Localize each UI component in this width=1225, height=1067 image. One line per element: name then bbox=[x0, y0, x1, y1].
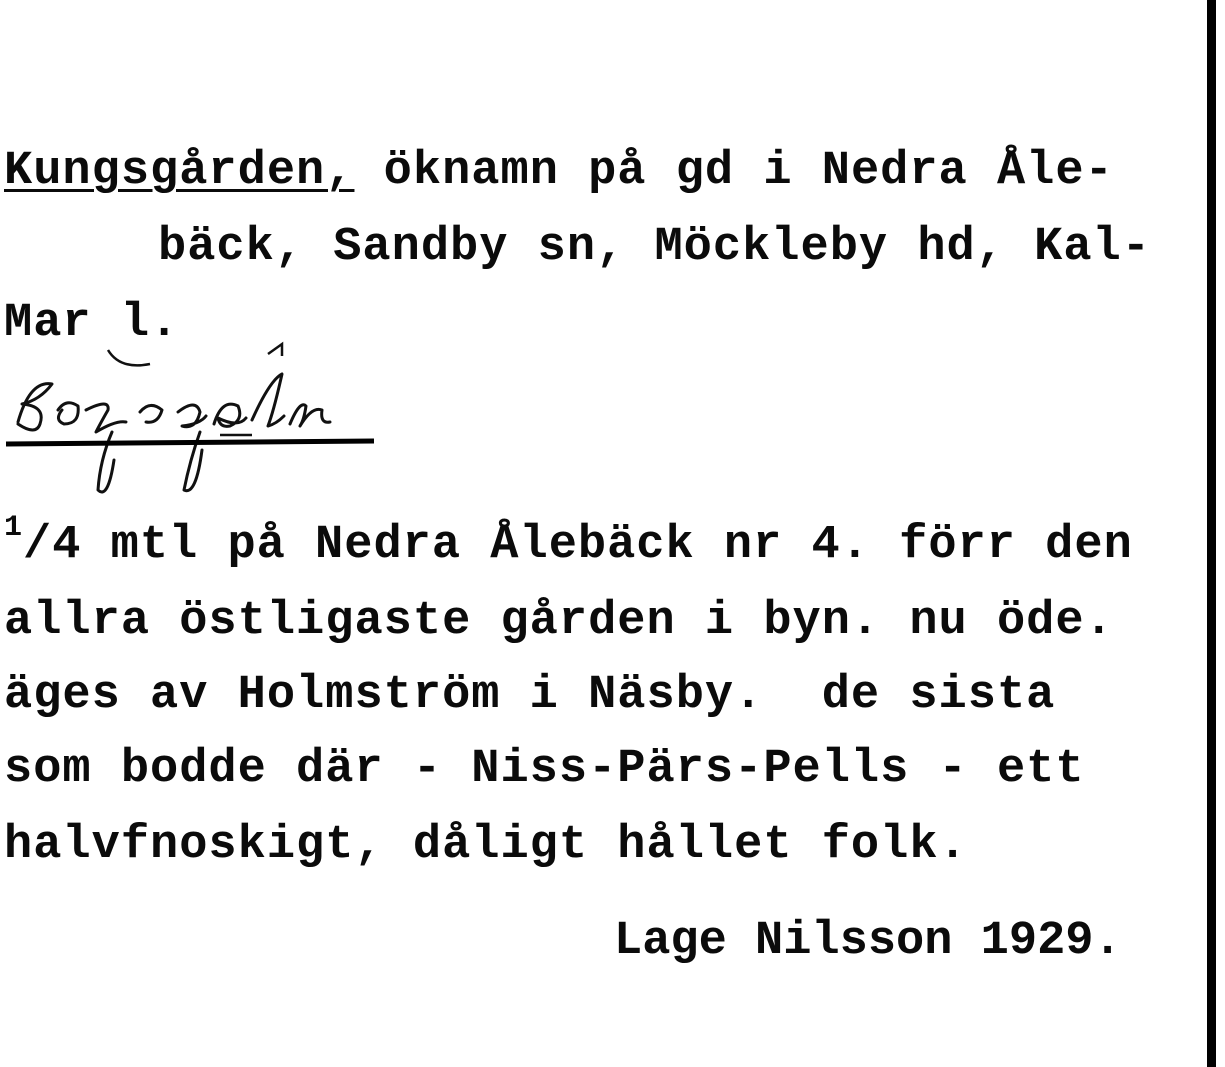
line-1-rest: öknamn på gd i Nedra Åle- bbox=[354, 145, 1114, 198]
fraction-numerator: 1 bbox=[4, 511, 24, 545]
line-4-rest: /4 mtl på Nedra Ålebäck nr 4. förr den bbox=[23, 519, 1133, 572]
text-line-8: halvfnoskigt, dåligt hållet folk. bbox=[4, 819, 968, 872]
signature-line: Lage Nilsson 1929. bbox=[614, 915, 1122, 968]
handwritten-pronunciation bbox=[0, 340, 400, 510]
text-line-7: som bodde där - Niss-Pärs-Pells - ett bbox=[4, 743, 1085, 796]
headword: Kungsgården, bbox=[4, 145, 355, 198]
text-line-4 bbox=[4, 511, 1133, 572]
card-edge-border bbox=[1207, 0, 1216, 1067]
text-line-1 bbox=[4, 145, 1114, 198]
text-line-5: allra östligaste gården i byn. nu öde. bbox=[4, 595, 1114, 648]
text-line-6: äges av Holmström i Näsby. de sista bbox=[4, 669, 1056, 722]
text-line-2: bäck, Sandby sn, Möckleby hd, Kal- bbox=[158, 221, 1151, 274]
text-line-3: Mar l. bbox=[4, 297, 180, 350]
